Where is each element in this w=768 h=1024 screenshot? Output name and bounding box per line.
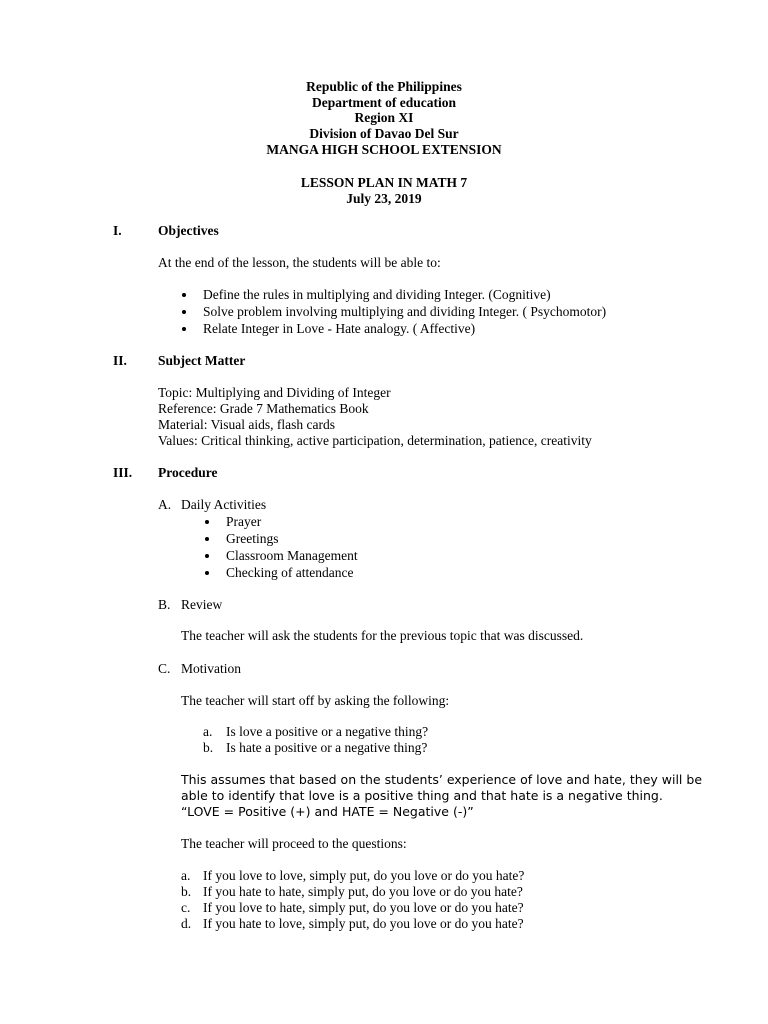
section-heading-objectives: Objectives xyxy=(158,223,219,238)
question-label: b. xyxy=(181,884,192,899)
bullet-icon xyxy=(182,310,186,314)
procedure-a-title: Daily Activities xyxy=(181,497,267,512)
procedure-c-label: C. xyxy=(158,661,171,676)
subject-material: Material: Visual aids, flash cards xyxy=(158,417,336,432)
daily-activity-item: Prayer xyxy=(226,514,262,529)
motivation-intro: The teacher will start off by asking the following: xyxy=(181,693,450,708)
header-region: Region XI xyxy=(354,110,414,125)
question-label: c. xyxy=(181,900,191,915)
objective-item: Relate Integer in Love - Hate analogy. ( Affective) xyxy=(203,321,476,336)
lesson-plan-title: LESSON PLAN IN MATH 7 xyxy=(300,175,468,190)
daily-activity-item: Checking of attendance xyxy=(226,565,354,580)
motivation-paragraph-line: “LOVE = Positive (+) and HATE = Negative (-)” xyxy=(181,804,474,819)
question-text: If you love to hate, simply put, do you love or do you hate? xyxy=(203,900,524,915)
bullet-icon xyxy=(182,293,186,297)
bullet-icon xyxy=(182,327,186,331)
subject-values: Values: Critical thinking, active participation, determination, patience, creativity xyxy=(158,433,592,448)
question-label: d. xyxy=(181,916,192,931)
objective-item: Define the rules in multiplying and dividing Integer. (Cognitive) xyxy=(203,287,551,302)
procedure-b-label: B. xyxy=(158,597,171,612)
motivation-proceed: The teacher will proceed to the questions: xyxy=(181,836,407,851)
subject-reference: Reference: Grade 7 Mathematics Book xyxy=(158,401,369,416)
bullet-icon xyxy=(205,520,209,524)
section-heading-subject: Subject Matter xyxy=(158,353,246,368)
motivation-paragraph-line: able to identify that love is a positive thing and that hate is a negative thing. xyxy=(181,788,663,803)
procedure-b-title: Review xyxy=(181,597,223,612)
section-heading-procedure: Procedure xyxy=(158,465,218,480)
question-label: b. xyxy=(203,740,214,755)
question-label: a. xyxy=(181,868,191,883)
question-label: a. xyxy=(203,724,213,739)
section-numeral-objectives: I. xyxy=(113,223,122,238)
question-text: If you love to love, simply put, do you love or do you hate? xyxy=(203,868,525,883)
procedure-a-label: A. xyxy=(158,497,172,512)
review-text: The teacher will ask the students for the previous topic that was discussed. xyxy=(181,628,584,643)
lesson-date: July 23, 2019 xyxy=(346,191,422,206)
objective-item: Solve problem involving multiplying and dividing Integer. ( Psychomotor) xyxy=(203,304,607,319)
header-republic: Republic of the Philippines xyxy=(306,79,462,94)
question-text: Is hate a positive or a negative thing? xyxy=(226,740,428,755)
header-department: Department of education xyxy=(312,95,456,110)
question-text: If you hate to hate, simply put, do you love or do you hate? xyxy=(203,884,523,899)
bullet-icon xyxy=(205,537,209,541)
header-division: Division of Davao Del Sur xyxy=(309,126,459,141)
question-text: If you hate to love, simply put, do you love or do you hate? xyxy=(203,916,524,931)
question-text: Is love a positive or a negative thing? xyxy=(226,724,429,739)
objectives-intro: At the end of the lesson, the students will be able to: xyxy=(158,255,441,270)
header-school: MANGA HIGH SCHOOL EXTENSION xyxy=(266,142,502,157)
subject-topic: Topic: Multiplying and Dividing of Integer xyxy=(158,385,391,400)
section-numeral-procedure: III. xyxy=(113,465,133,480)
procedure-c-title: Motivation xyxy=(181,661,241,676)
motivation-paragraph-line: This assumes that based on the students’ experience of love and hate, they will be xyxy=(181,772,703,787)
bullet-icon xyxy=(205,571,209,575)
bullet-icon xyxy=(205,554,209,558)
daily-activity-item: Classroom Management xyxy=(226,548,358,563)
section-numeral-subject: II. xyxy=(113,353,127,368)
daily-activity-item: Greetings xyxy=(226,531,279,546)
